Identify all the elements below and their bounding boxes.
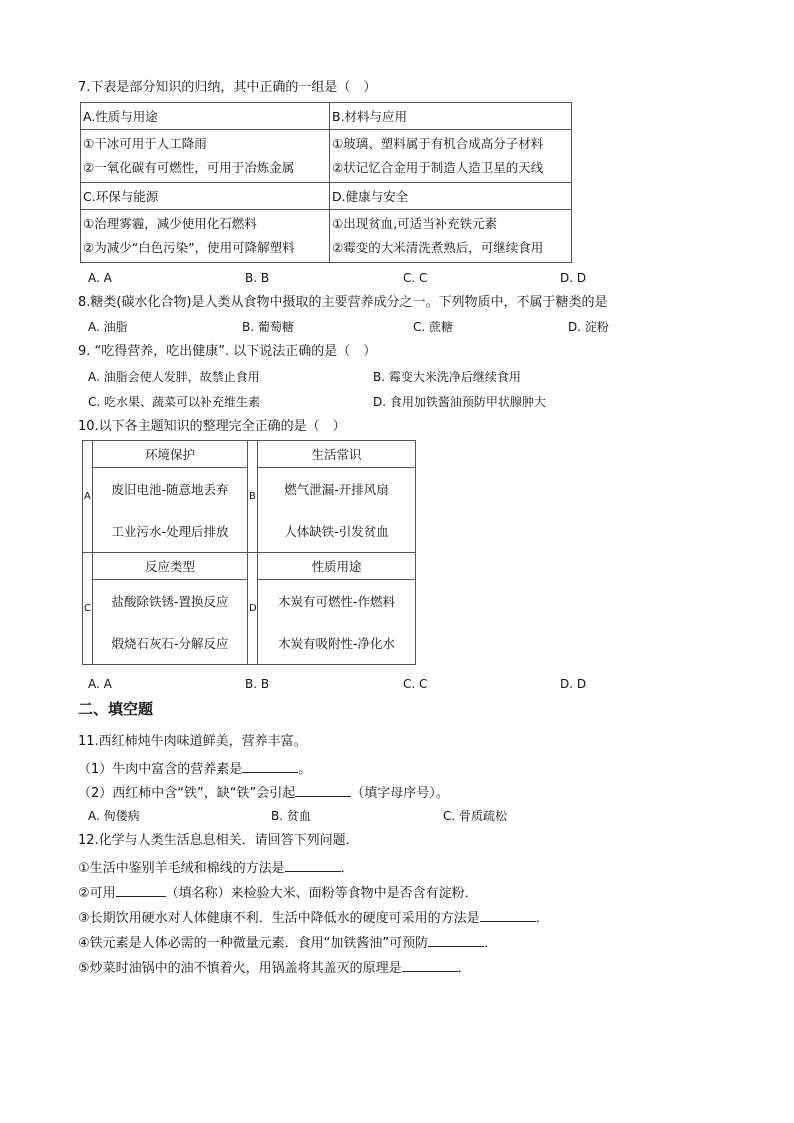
q10-options: [88, 675, 628, 693]
q12-sub-3-text: ③长期饮用硬水对人体健康不利．生活中降低水的硬度可采用的方法是: [78, 911, 480, 926]
q7-option-c[interactable]: C. C: [403, 271, 428, 285]
q12-sub-3-end: ．: [535, 911, 549, 926]
q10-option-d[interactable]: D. D: [560, 677, 587, 691]
q11-part-1: [78, 758, 311, 779]
q8-option-d[interactable]: D. 淀粉: [568, 320, 609, 334]
q7-option-b[interactable]: B. B: [245, 271, 270, 285]
q7-cell-d-body: [330, 210, 572, 263]
q8-option-c[interactable]: C. 蔗糖: [413, 320, 454, 334]
q8-options: [88, 318, 628, 336]
q10-stem: 10.以下各主题知识的整理完全正确的是（ ）: [78, 419, 346, 434]
q12-sub-5: [78, 957, 471, 978]
q11-part-2-text: （2）西红柿中含“铁”，缺“铁”会引起: [78, 786, 296, 801]
q10-b-head: 生活常识: [258, 441, 416, 468]
q10-a-item-1: 废旧电池-随意地丢弃: [93, 468, 248, 511]
q10-letter-a: A: [83, 441, 93, 553]
q7-option-a[interactable]: A. A: [88, 271, 112, 285]
q12-blank-3[interactable]: [480, 907, 536, 922]
q12-stem: 12.化学与人类生活息息相关．请回答下列问题．: [78, 833, 359, 848]
q12-blank-1[interactable]: [285, 857, 341, 872]
q12-sub-2-end: （填名称）来检验大米、面粉等食物中是否含有淀粉．: [165, 886, 478, 901]
q7-cell-d-head: D.健康与安全: [330, 183, 572, 210]
q11-blank-2[interactable]: [295, 782, 351, 797]
q9-option-b[interactable]: B. 霉变大米洗净后继续食用: [373, 370, 521, 384]
q11-part-2-end: （填字母序号）。: [351, 786, 449, 801]
q10-a-item-2: 工业污水-处理后排放: [93, 510, 248, 553]
q7-cell-c-head: C.环保与能源: [81, 183, 330, 210]
q7-c-item-2: ②为减少“白色污染”，使用可降解塑料: [83, 240, 295, 255]
q11-part-1-end: 。: [298, 762, 312, 777]
q9-options-row-1: [88, 368, 628, 386]
q10-c-head: 反应类型: [93, 553, 248, 580]
q11-blank-1[interactable]: [242, 758, 298, 773]
q7-cell-a-head: A.性质与用途: [81, 103, 330, 130]
q10-c-item-1: 盐酸除铁锈-置换反应: [93, 580, 248, 623]
q12-sub-4-text: ④铁元素是人体必需的一种微量元素．食用“加铁酱油”可预防: [78, 936, 429, 951]
q10-option-b[interactable]: B. B: [245, 677, 270, 691]
q12-sub-3: [78, 907, 549, 928]
q7-b-item-1: ①玻璃、塑料属于有机合成高分子材料: [332, 136, 544, 151]
q9-stem: 9. “吃得营养，吃出健康”. 以下说法正确的是（ ）: [78, 344, 377, 359]
q7-option-d[interactable]: D. D: [560, 271, 587, 285]
q7-b-item-2: ②状记忆合金用于制造人造卫星的天线: [332, 160, 544, 175]
q9-options-row-2: [88, 393, 628, 411]
q11-option-a[interactable]: A. 佝偻病: [88, 809, 140, 823]
q12-blank-2[interactable]: [116, 882, 166, 897]
q10-letter-d: D: [248, 553, 258, 665]
q7-c-item-1: ①治理雾霾，减少使用化石燃料: [83, 216, 257, 231]
q10-option-a[interactable]: A. A: [88, 677, 112, 691]
q10-b-item-1: 燃气泄漏-开排风扇: [258, 468, 416, 511]
q12-sub-4: [78, 932, 497, 953]
q11-stem: 11.西红柿炖牛肉味道鲜美，营养丰富。: [78, 734, 307, 749]
q11-option-c[interactable]: C. 骨质疏松: [443, 809, 508, 823]
q12-sub-4-end: ．: [484, 936, 498, 951]
q10-b-item-2: 人体缺铁-引发贫血: [258, 510, 416, 553]
q11-part-2: [78, 782, 449, 803]
q7-cell-a-body: [81, 130, 330, 183]
q11-part-1-text: （1）牛肉中富含的营养素是: [78, 762, 243, 777]
q10-option-c[interactable]: C. C: [403, 677, 428, 691]
q7-a-item-1: ①干冰可用于人工降雨: [83, 136, 207, 151]
q12-sub-1-text: ①生活中鉴别羊毛绒和棉线的方法是: [78, 861, 285, 876]
q7-options: [88, 269, 628, 287]
q7-cell-b-body: [330, 130, 572, 183]
q12-sub-5-end: ．: [457, 961, 471, 976]
q9-option-a[interactable]: A. 油脂会使人发胖，故禁止食用: [88, 370, 260, 384]
q10-d-item-2: 木炭有吸附性-净化水: [258, 622, 416, 665]
q7-cell-c-body: [81, 210, 330, 263]
q9-option-d[interactable]: D. 食用加铁酱油预防甲状腺肿大: [373, 395, 546, 409]
q7-table: [80, 102, 572, 263]
q12-sub-5-text: ⑤炒菜时油锅中的油不慎着火，用锅盖将其盖灭的原理是: [78, 961, 402, 976]
q12-blank-4[interactable]: [428, 932, 484, 947]
q8-stem: 8.糖类(碳水化合物)是人类从食物中摄取的主要营养成分之一。下列物质中，不属于糖类的是: [78, 295, 608, 310]
q11-options: [88, 807, 628, 825]
q7-a-item-2: ②一氧化碳有可燃性，可用于冶炼金属: [83, 160, 295, 175]
q12-blank-5[interactable]: [402, 957, 458, 972]
q11-option-b[interactable]: B. 贫血: [271, 809, 311, 823]
q7-stem: 7.下表是部分知识的归纳，其中正确的一组是（ ）: [78, 80, 377, 95]
q10-letter-c: C: [83, 553, 93, 665]
q10-d-item-1: 木炭有可燃性-作燃料: [258, 580, 416, 623]
q10-letter-b: B: [248, 441, 258, 553]
section-heading-fill-in: 二、填空题: [78, 700, 154, 718]
q12-sub-1-end: ．: [340, 861, 354, 876]
q10-table: [82, 440, 416, 665]
q7-d-item-2: ②霉变的大米清洗煮熟后，可继续食用: [332, 240, 544, 255]
q12-sub-2: [78, 882, 478, 903]
q8-option-b[interactable]: B. 葡萄糖: [242, 320, 294, 334]
q12-sub-2-text: ②可用: [78, 886, 116, 901]
q8-option-a[interactable]: A. 油脂: [88, 320, 128, 334]
q12-sub-1: [78, 857, 354, 878]
q9-option-c[interactable]: C. 吃水果、蔬菜可以补充维生素: [88, 395, 261, 409]
q10-a-head: 环境保护: [93, 441, 248, 468]
q10-d-head: 性质用途: [258, 553, 416, 580]
q10-c-item-2: 煅烧石灰石-分解反应: [93, 622, 248, 665]
q7-cell-b-head: B.材料与应用: [330, 103, 572, 130]
q7-d-item-1: ①出现贫血,可适当补充铁元素: [332, 216, 498, 231]
